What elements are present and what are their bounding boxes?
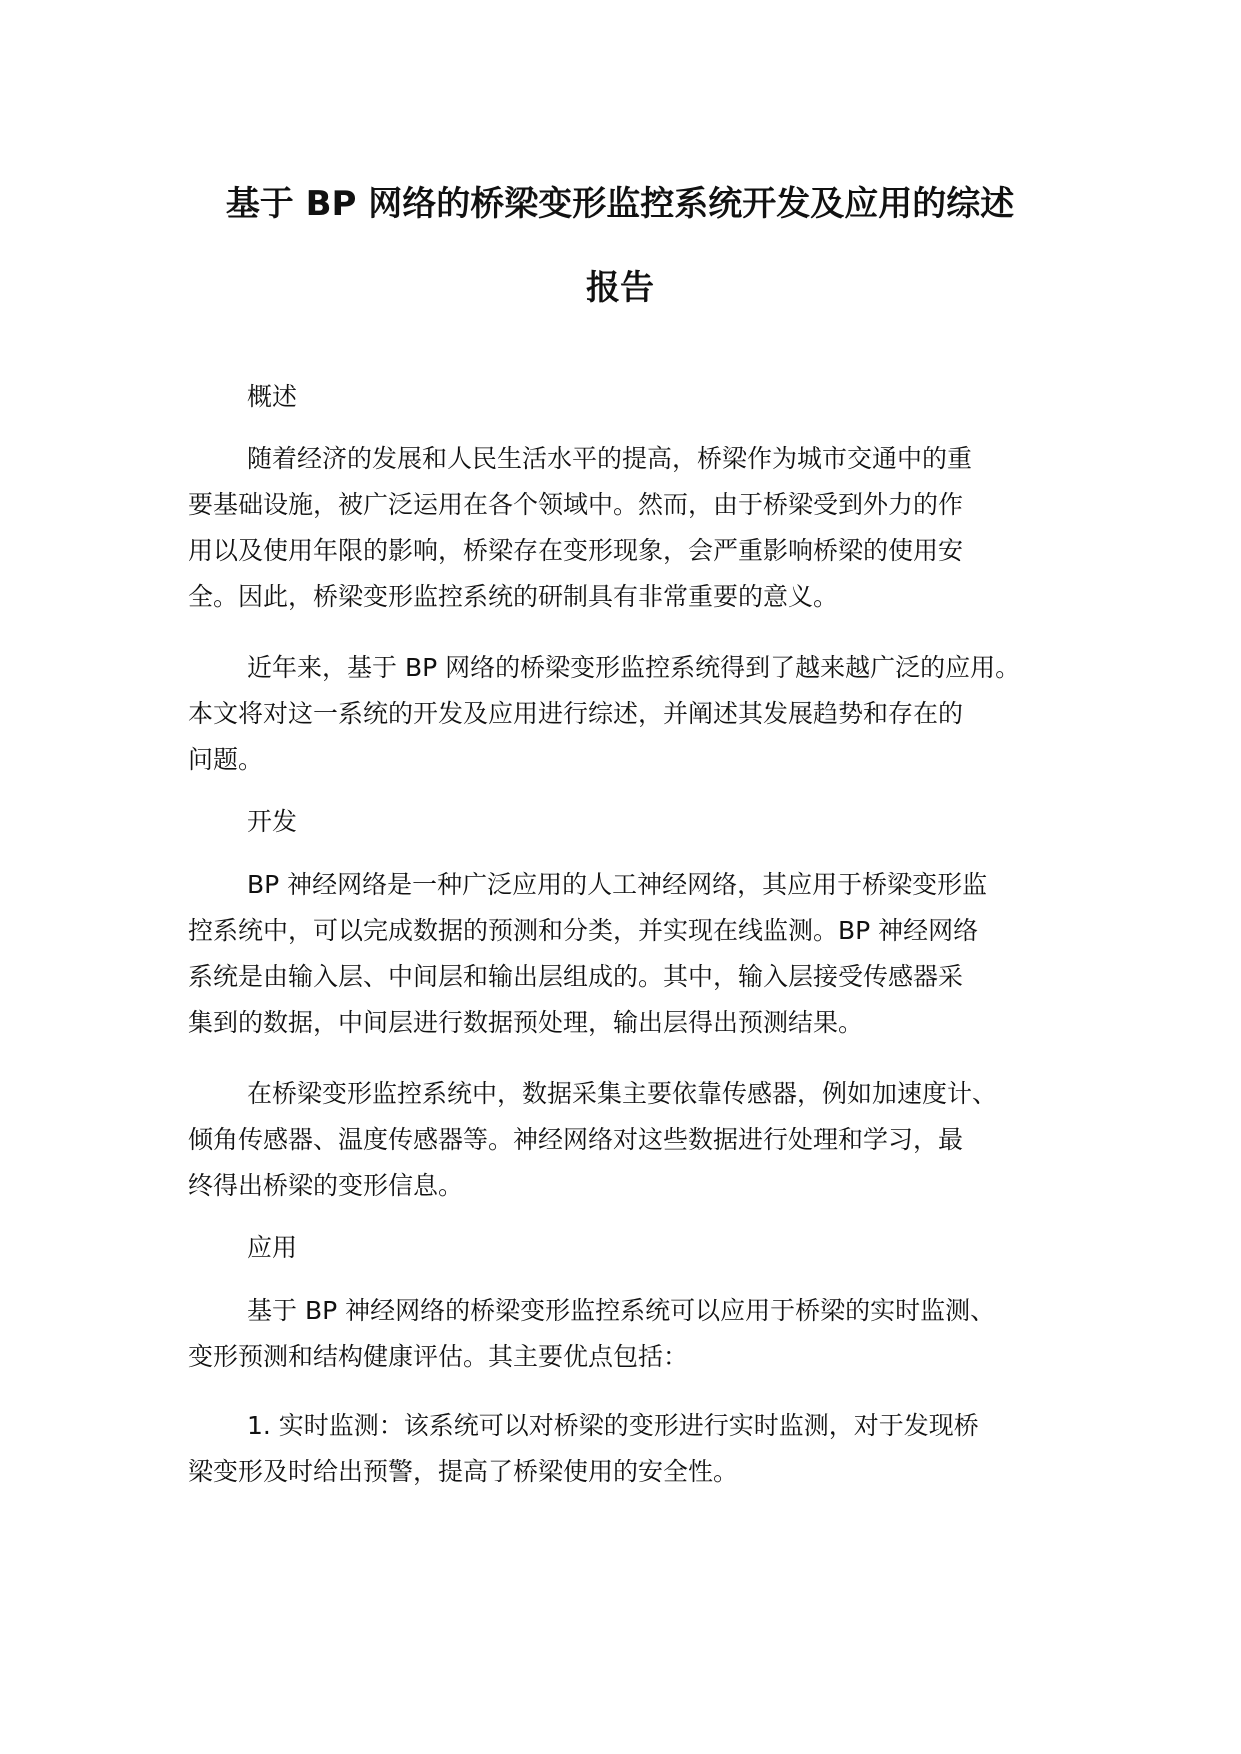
paragraph-line: 基于 BP 神经网络的桥梁变形监控系统可以应用于桥梁的实时监测、 xyxy=(247,1296,996,1325)
section-heading-development: 开发 xyxy=(247,807,298,836)
paragraph-line: 系统是由输入层、中间层和输出层组成的。其中，输入层接受传感器采 xyxy=(188,962,964,991)
section-heading-application: 应用 xyxy=(247,1233,298,1262)
paragraph-line: 近年来，基于 BP 网络的桥梁变形监控系统得到了越来越广泛的应用。 xyxy=(247,653,1021,682)
paragraph-line: 要基础设施，被广泛运用在各个领域中。然而，由于桥梁受到外力的作 xyxy=(188,490,964,519)
paragraph-line: 控系统中，可以完成数据的预测和分类，并实现在线监测。BP 神经网络 xyxy=(188,916,979,945)
paragraph-line: 变形预测和结构健康评估。其主要优点包括： xyxy=(188,1342,689,1371)
paragraph-line: 1. 实时监测：该系统可以对桥梁的变形进行实时监测，对于发现桥 xyxy=(247,1411,979,1440)
document-title-line-1: 基于 BP 网络的桥梁变形监控系统开发及应用的综述 xyxy=(225,184,1015,224)
paragraph-line: 全。因此，桥梁变形监控系统的研制具有非常重要的意义。 xyxy=(188,582,839,611)
paragraph-line: BP 神经网络是一种广泛应用的人工神经网络，其应用于桥梁变形监 xyxy=(247,870,988,899)
paragraph-line: 本文将对这一系统的开发及应用进行综述，并阐述其发展趋势和存在的 xyxy=(188,699,964,728)
paragraph-line: 在桥梁变形监控系统中，数据采集主要依靠传感器，例如加速度计、 xyxy=(247,1079,998,1108)
paragraph-line: 集到的数据，中间层进行数据预处理，输出层得出预测结果。 xyxy=(188,1008,864,1037)
paragraph-line: 倾角传感器、温度传感器等。神经网络对这些数据进行处理和学习，最 xyxy=(188,1125,964,1154)
section-heading-overview: 概述 xyxy=(247,382,298,411)
paragraph-line: 用以及使用年限的影响，桥梁存在变形现象，会严重影响桥梁的使用安 xyxy=(188,536,964,565)
document-title-line-2: 报告 xyxy=(586,268,654,308)
paragraph-line: 终得出桥梁的变形信息。 xyxy=(188,1171,464,1200)
paragraph-line: 问题。 xyxy=(188,745,264,774)
paragraph-line: 梁变形及时给出预警，提高了桥梁使用的安全性。 xyxy=(188,1457,739,1486)
paragraph-line: 随着经济的发展和人民生活水平的提高，桥梁作为城市交通中的重 xyxy=(247,444,973,473)
